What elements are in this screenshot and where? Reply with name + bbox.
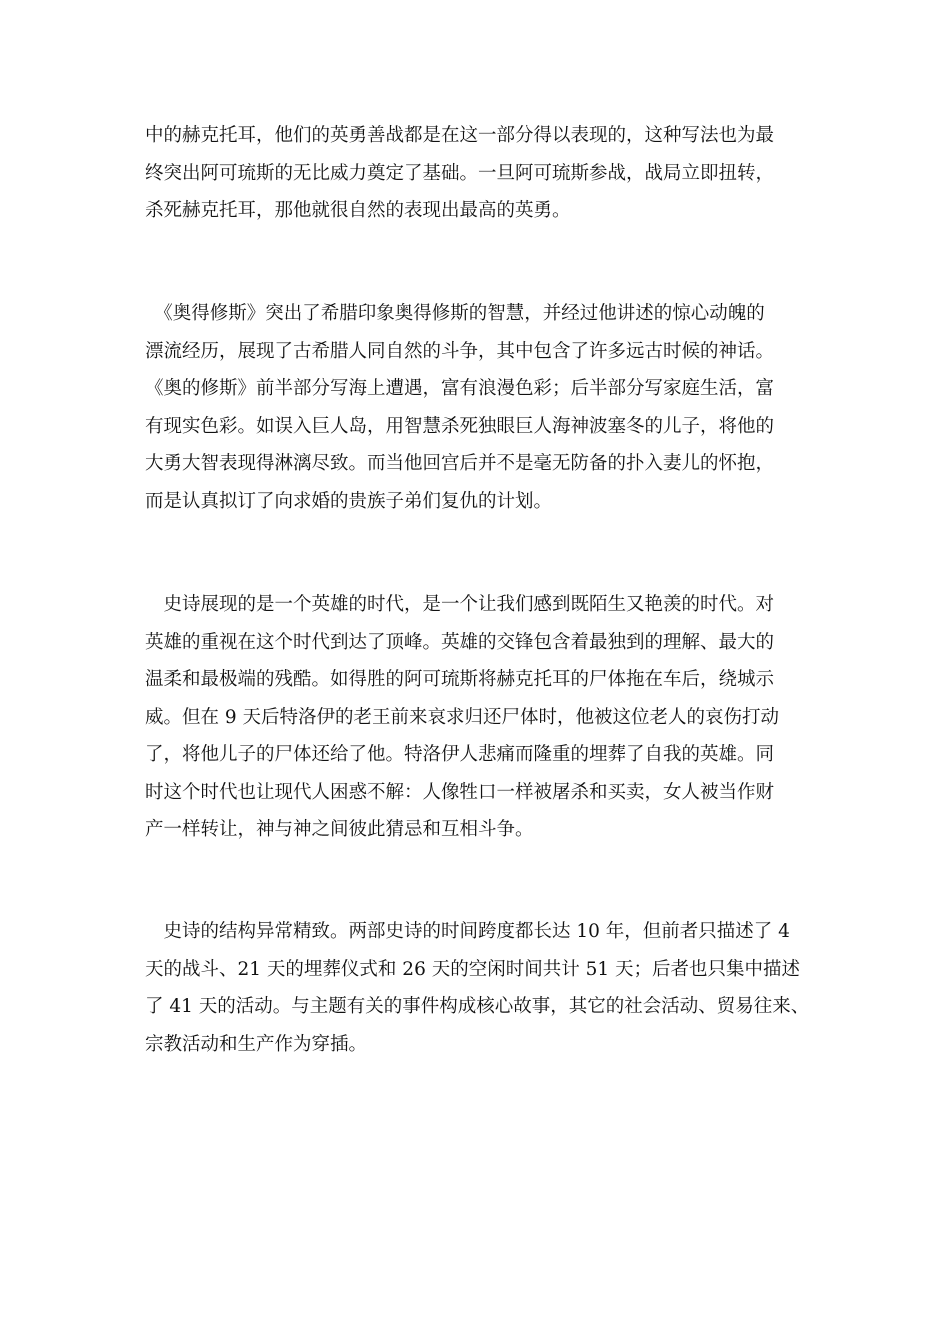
text-line: 英雄的重视在这个时代到达了顶峰。英雄的交锋包含着最独到的理解、最大的 <box>145 631 775 653</box>
text-line: 终突出阿可琉斯的无比威力奠定了基础。一旦阿可琉斯参战，战局立即扭转， <box>145 162 775 184</box>
text-line: 中的赫克托耳，他们的英勇善战都是在这一部分得以表现的，这种写法也为最 <box>145 125 775 146</box>
text-line: 而是认真拟订了向求婚的贵族子弟们复仇的计划。 <box>145 490 553 512</box>
text-line: 史诗的结构异常精致。两部史诗的时间跨度都长达 10 年，但前者只描述了 4 <box>145 921 790 942</box>
text-line: 温柔和最极端的残酷。如得胜的阿可琉斯将赫克托耳的尸体拖在车后，绕城示 <box>145 669 775 690</box>
text-line: 有现实色彩。如误入巨人岛，用智慧杀死独眼巨人海神波塞冬的儿子，将他的 <box>145 415 775 437</box>
text-line: 史诗展现的是一个英雄的时代，是一个让我们感到既陌生又艳羡的时代。对 <box>145 594 775 615</box>
text-line: 《奥的修斯》前半部分写海上遭遇，富有浪漫色彩；后半部分写家庭生活，富 <box>145 378 775 399</box>
text-line: 产一样转让，神与神之间彼此猜忌和互相斗争。 <box>145 819 534 840</box>
text-line: 了，将他儿子的尸体还给了他。特洛伊人悲痛而隆重的埋葬了自我的英雄。同 <box>145 744 775 765</box>
text-line: 漂流经历，展现了古希腊人同自然的斗争，其中包含了许多远古时候的神话。 <box>145 340 775 362</box>
text-line: 时这个时代也让现代人困惑不解：人像牲口一样被屠杀和买卖，女人被当作财 <box>145 781 775 803</box>
text-line: 天的战斗、21 天的埋葬仪式和 26 天的空闲时间共计 51 天；后者也只集中描述 <box>145 958 801 980</box>
paragraph-iliad-ending <box>145 117 825 230</box>
paragraph-epic-structure <box>145 913 825 1063</box>
text-line: 宗教活动和生产作为穿插。 <box>145 1033 368 1055</box>
text-line: 大勇大智表现得淋漓尽致。而当他回宫后并不是毫无防备的扑入妻儿的怀抱， <box>145 453 775 474</box>
paragraph-heroic-age <box>145 586 825 849</box>
text-line: 了 41 天的活动。与主题有关的事件构成核心故事，其它的社会活动、贸易往来、 <box>145 996 810 1017</box>
text-line: 《奥得修斯》突出了希腊印象奥得修斯的智慧，并经过他讲述的惊心动魄的 <box>145 303 765 324</box>
text-line: 杀死赫克托耳，那他就很自然的表现出最高的英勇。 <box>145 200 571 221</box>
paragraph-odyssey <box>145 295 825 520</box>
text-line: 威。但在 9 天后特洛伊的老王前来哀求归还尸体时，他被这位老人的哀伤打动 <box>145 706 780 728</box>
